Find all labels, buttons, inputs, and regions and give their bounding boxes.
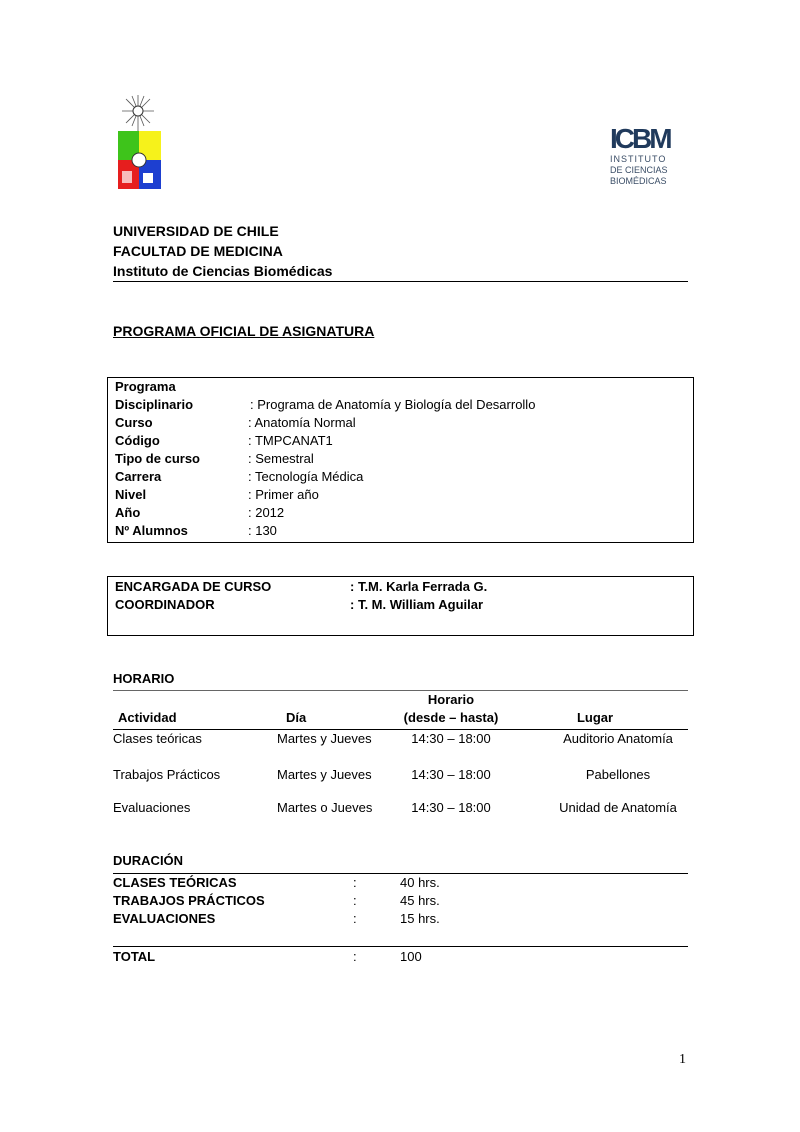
program-label: Nº Alumnos <box>115 523 188 538</box>
total-label: TOTAL <box>113 949 156 964</box>
col-header-dia: Día <box>286 710 307 725</box>
header-divider <box>113 281 688 282</box>
header-faculty: FACULTAD DE MEDICINA <box>113 243 283 259</box>
col-header-actividad: Actividad <box>118 710 177 725</box>
duracion-label: TRABAJOS PRÁCTICOS <box>113 893 265 908</box>
duracion-divider <box>113 873 688 874</box>
program-value: : Primer año <box>248 487 319 502</box>
cell-lugar: Unidad de Anatomía <box>559 800 677 815</box>
program-label: Nivel <box>115 487 147 502</box>
program-value: : Anatomía Normal <box>248 415 356 430</box>
duracion-sep: : <box>353 875 357 890</box>
cell-actividad: Trabajos Prácticos <box>113 767 221 782</box>
cell-lugar: Pabellones <box>585 767 651 782</box>
page-number: 1 <box>679 1052 686 1067</box>
horario-header-divider <box>113 729 688 730</box>
program-label: Carrera <box>115 469 162 484</box>
duracion-sep: : <box>353 911 357 926</box>
program-value: : Semestral <box>248 451 314 466</box>
total-divider <box>113 946 688 947</box>
duracion-value: 45 hrs. <box>400 893 440 908</box>
cell-dia: Martes y Jueves <box>277 767 372 782</box>
program-label: Curso <box>115 415 153 430</box>
staff-label: ENCARGADA DE CURSO <box>115 579 272 594</box>
program-value: : TMPCANAT1 <box>248 433 333 448</box>
universidad-de-chile-logo <box>116 93 164 191</box>
duracion-sep: : <box>353 893 357 908</box>
horario-divider <box>113 690 688 691</box>
duracion-label: CLASES TEÓRICAS <box>113 875 237 890</box>
duracion-label: EVALUACIONES <box>113 911 216 926</box>
program-label: Tipo de curso <box>115 451 200 466</box>
horario-title: HORARIO <box>113 671 175 686</box>
document-title: PROGRAMA OFICIAL DE ASIGNATURA <box>113 323 375 339</box>
header-institute: Instituto de Ciencias Biomédicas <box>113 263 333 279</box>
duracion-value: 15 hrs. <box>400 911 440 926</box>
cell-actividad: Evaluaciones <box>113 800 191 815</box>
cell-horario: 14:30 – 18:00 <box>411 800 491 815</box>
duracion-title: DURACIÓN <box>113 853 184 868</box>
program-label: Año <box>115 505 141 520</box>
col-header-horario-range: (desde – hasta) <box>403 710 499 725</box>
staff-value: : T.M. Karla Ferrada G. <box>350 579 488 594</box>
program-value: : 130 <box>248 523 277 538</box>
col-header-horario: Horario <box>427 692 475 707</box>
cell-lugar: Auditorio Anatomía <box>563 731 673 746</box>
cell-dia: Martes o Jueves <box>277 800 373 815</box>
cell-dia: Martes y Jueves <box>277 731 372 746</box>
staff-label: COORDINADOR <box>115 597 215 612</box>
staff-value: : T. M. William Aguilar <box>350 597 484 612</box>
program-label: Disciplinario <box>115 397 194 412</box>
program-value: : Tecnología Médica <box>248 469 364 484</box>
total-value: 100 <box>400 949 422 964</box>
program-value: : 2012 <box>248 505 285 520</box>
cell-actividad: Clases teóricas <box>113 731 202 746</box>
program-label: Código <box>115 433 160 448</box>
icbm-logo: ICBM INSTITUTO DE CIENCIAS BIOMÉDICAS <box>610 123 670 186</box>
total-sep: : <box>353 949 357 964</box>
cell-horario: 14:30 – 18:00 <box>411 731 491 746</box>
col-header-lugar: Lugar <box>576 710 614 725</box>
cell-horario: 14:30 – 18:00 <box>411 767 491 782</box>
header-university: UNIVERSIDAD DE CHILE <box>113 223 279 239</box>
program-label: Programa <box>115 379 176 394</box>
duracion-value: 40 hrs. <box>400 875 440 890</box>
program-value: : Programa de Anatomía y Biología del Desarrollo <box>250 397 536 412</box>
